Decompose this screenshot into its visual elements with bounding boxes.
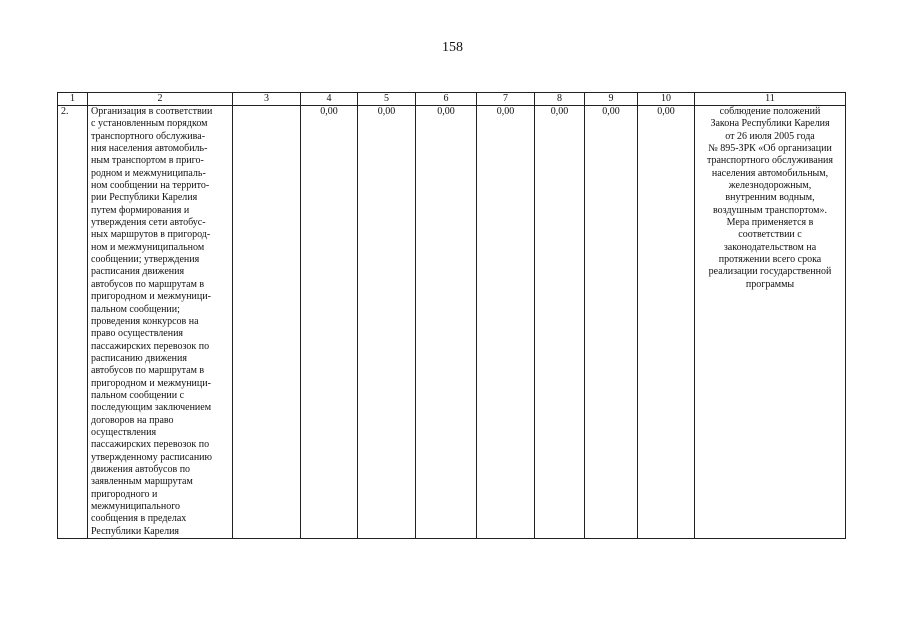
value-cell-col8: 0,00 [535,106,585,539]
column-header-11: 11 [695,93,846,106]
column-header-9: 9 [585,93,638,106]
column-header-8: 8 [535,93,585,106]
value-cell-col9: 0,00 [585,106,638,539]
row-number-cell: 2. [58,106,88,539]
column-header-4: 4 [301,93,358,106]
column-header-6: 6 [416,93,477,106]
column-header-5: 5 [358,93,416,106]
column-3-cell [233,106,301,539]
column-header-3: 3 [233,93,301,106]
value-cell-col4: 0,00 [301,106,358,539]
column-header-10: 10 [638,93,695,106]
column-header-1: 1 [58,93,88,106]
measures-table [57,92,846,539]
value-cell-col7: 0,00 [477,106,535,539]
column-header-7: 7 [477,93,535,106]
value-cell-col5: 0,00 [358,106,416,539]
measure-description-cell: Организация в соответствии с установленным порядком транспортного обслужива- ния населения автомобиль- ным транспортом в приго- родном и межмуниципаль- ном сообщении на террито- рии Республики Карелия путем формирования и утверждения сети автобус- ных маршрутов в пригород- ном и межмуниципальном сообщении; утверждения расписания движения автобусов по маршрутам в пригородном и межмуници- пальном сообщении; проведения конкурсов на право осуществления пассажирских перевозок по расписанию движения автобусов по маршрутам в пригородном и межмуници- пальном сообщении с последующим заключением договоров на право осуществления пассажирских перевозок по утвержденному расписанию движения автобусов по заявленным маршрутам пригородного и межмуниципального сообщения в пределах Республики Карелия [88,106,233,539]
page-number: 158 [442,40,463,55]
header-row [58,93,846,106]
value-cell-col6: 0,00 [416,106,477,539]
note-cell: соблюдение положений Закона Республики Карелия от 26 июля 2005 года № 895-ЗРК «Об организации транспортного обслуживания населения автомобильным, железнодорожным, внутренним водным, воздушным транспортом». Мера применяется в соответствии с законодательством на протяжении всего срока реализации государственной программы [695,106,846,539]
column-header-2: 2 [88,93,233,106]
value-cell-col10: 0,00 [638,106,695,539]
table-row [58,106,846,539]
